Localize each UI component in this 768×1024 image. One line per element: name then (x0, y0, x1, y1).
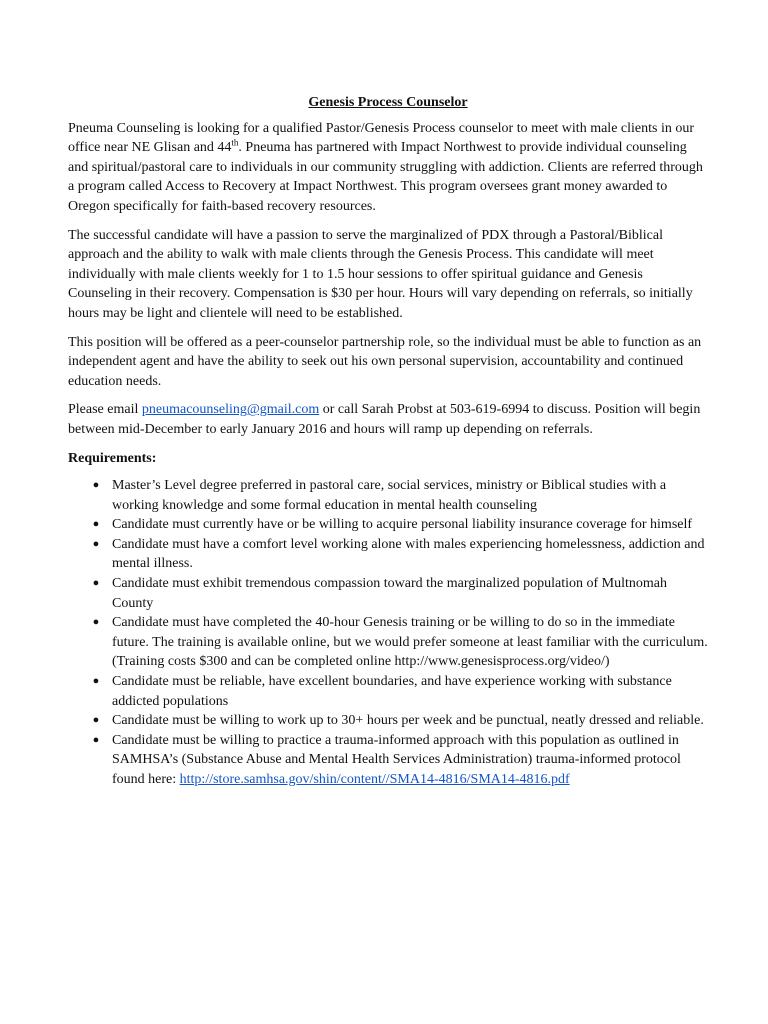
intro-paragraph-2: The successful candidate will have a passion to serve the marginalized of PDX through a Pastoral/Biblical approach and the ability to walk with male clients through the Genesis Process. This candidate will meet individually with male clients weekly for 1 to 1.5 hour sessions to offer spiritual guidance and Genesis Counseling in their recovery. Compensation is $30 per hour. Hours will vary depending on referrals, so initially hours may be light and clientele will need to be established. (68, 227, 693, 321)
requirement-text: Candidate must be reliable, have excellent boundaries, and have experience working with substance addicted populations (112, 674, 672, 709)
requirement-text: Candidate must have a comfort level working alone with males experiencing homelessness, addiction and mental illness. (112, 536, 705, 572)
bullet-icon: ● (92, 479, 100, 492)
list-item (68, 515, 708, 535)
requirement-text: Master’s Level degree preferred in pastoral care, social services, ministry or Biblical studies with a working knowledge and some formal education in mental health counseling (112, 478, 667, 513)
list-item (68, 672, 708, 711)
bullet-icon: ● (92, 675, 100, 688)
contact-paragraph (68, 400, 708, 439)
intro-p1-text-cont: . Pneuma has partnered with Impact Northwest to provide individual counseling and spiritual/pastoral care to individuals in our community struggling with addiction. Clients are referred through a program called Access to Recovery at Impact Northwest. This program oversees grant money awarded to Oregon specifically for faith-based recovery resources. (68, 140, 703, 214)
requirement-text: Candidate must have completed the 40-hour Genesis training or be willing to do so in the immediate future. The training is available online, but we would prefer someone at least familiar with the curriculum. (Training costs $300 and can be completed online http://www.genesisprocess.org/video/) (112, 615, 708, 670)
bullet-icon: ● (92, 577, 100, 590)
intro-p1-text: Pneuma Counseling is looking for a qualified Pastor/Genesis Process counselor to meet with male clients in our office near NE Glisan and 44 (68, 120, 695, 156)
intro-paragraph-3: This position will be offered as a peer-counselor partnership role, so the individual must be able to function as an independent agent and have the ability to seek out his own personal supervision, accountability and continued education needs. (68, 334, 702, 389)
requirements-list (68, 476, 708, 790)
page-title: Genesis Process Counselor (308, 95, 468, 110)
requirement-text: Candidate must be willing to work up to 30+ hours per week and be punctual, neatly dressed and reliable. (112, 713, 704, 729)
bullet-icon: ● (92, 733, 100, 746)
list-item (68, 574, 708, 613)
intro-paragraph-1 (68, 119, 708, 217)
email-link[interactable]: pneumacounseling@gmail.com (141, 402, 320, 418)
requirements-heading: Requirements: (68, 450, 157, 466)
samhsa-protocol-link[interactable]: http://store.samhsa.gov/shin/content//SMA14-4816/SMA14-4816.pdf (179, 772, 570, 787)
document-body (68, 93, 708, 790)
bullet-icon: ● (92, 616, 100, 629)
contact-text: Please email (68, 402, 142, 418)
bullet-icon: ● (92, 537, 100, 550)
requirement-text: Candidate must be willing to practice a trauma-informed approach with this population as outlined in SAMHSA’s (Substance Abuse and Mental Health Services Administration) trauma-informed protocol found here: (112, 732, 681, 787)
ordinal-suffix: th (231, 137, 239, 148)
list-item (68, 731, 708, 790)
list-item (68, 476, 708, 515)
list-item (68, 613, 708, 672)
list-item (68, 535, 708, 574)
contact-text-cont: or call Sarah Probst at 503-619-6994 to discuss. Position will begin between mid-December to early January 2016 and hours will ramp up depending on referrals. (68, 402, 701, 437)
requirement-text: Candidate must currently have or be willing to acquire personal liability insurance coverage for himself (112, 517, 693, 533)
bullet-icon: ● (92, 714, 100, 727)
bullet-icon: ● (92, 518, 100, 531)
list-item (68, 711, 708, 731)
requirement-text: Candidate must exhibit tremendous compassion toward the marginalized population of Multnomah County (112, 576, 667, 611)
